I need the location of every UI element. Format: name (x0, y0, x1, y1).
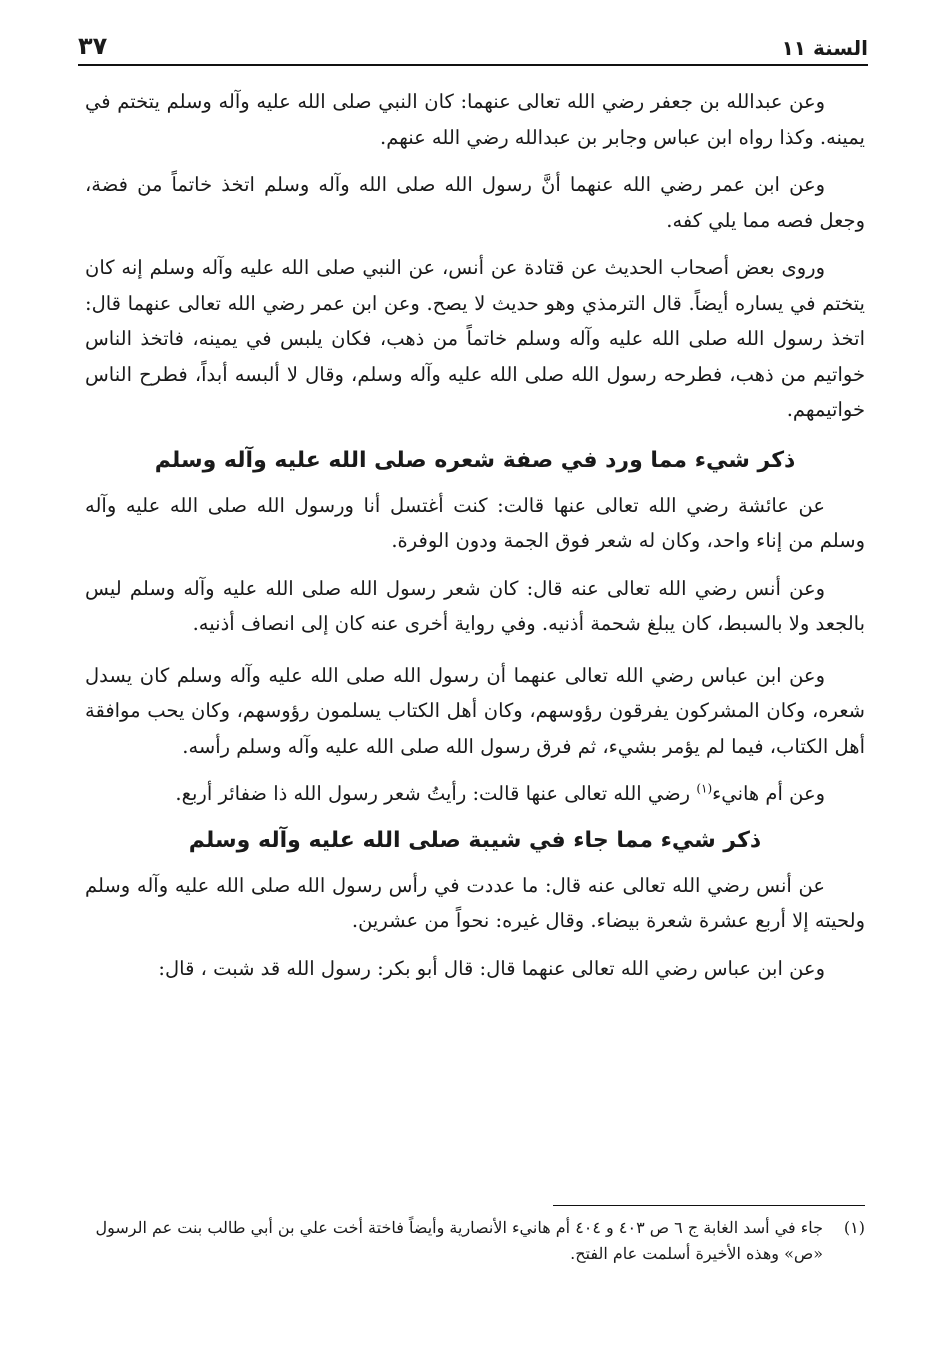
footnote-divider (553, 1205, 865, 1206)
section-heading-hair: ذكر شيء مما ورد في صفة شعره صلى الله عليه وآله وسلم (154, 447, 796, 473)
paragraph-umm-hani (85, 776, 865, 812)
page-number: ٣٧ (78, 32, 108, 60)
paragraph-anas-grey-hair: عن أنس رضي الله تعالى عنه قال: ما عددت في رأس رسول الله صلى الله عليه وآله وسلم ولحيته إلا أربع عشرة شعرة بيضاء. وقال غيره: نحواً من عشرين. (85, 873, 865, 932)
footnote (85, 1215, 865, 1267)
footnote-text: جاء في أسد الغابة ج ٦ ص ٤٠٣ و ٤٠٤ أم هانيء الأنصارية وأيضاً فاختة أخت علي بن أبي طالب بنت عم الرسول «ص» وهذه الأخيرة أسلمت عام الفتح. (95, 1218, 823, 1263)
paragraph-ibn-jafar: وعن عبدالله بن جعفر رضي الله تعالى عنهما: كان النبي صلى الله عليه وآله وسلم يتختم في يمينه. وكذا رواه ابن عباس وجابر بن عبدالله رضي الله عنهم. (85, 90, 865, 149)
paragraph-ibn-umar-silver-ring: وعن ابن عمر رضي الله عنهما أنَّ رسول الله صلى الله وآله وسلم اتخذ خاتماً من فضة، وجعل فصه مما يلي كفه. (85, 173, 865, 232)
page-body (85, 84, 865, 1002)
footnote-number: (١) (843, 1218, 865, 1237)
footnote-reference[interactable]: (١) (696, 781, 713, 796)
section-heading-grey-hair: ذكر شيء مما جاء في شيبة صلى الله عليه وآله وسلم (188, 827, 762, 853)
page-header (78, 30, 868, 66)
paragraph-abu-bakr: وعن ابن عباس رضي الله تعالى عنهما قال: قال أبو بكر: رسول الله قد شبت ، قال: (158, 956, 825, 980)
paragraph-ibn-abbas-hair: وعن ابن عباس رضي الله تعالى عنهما أن رسول الله صلى الله عليه وآله وسلم كان يسدل شعره، وكان المشركون يفرقون رؤوسهم، وكان أهل الكتاب يسلمون رؤوسهم، وكان يحب موافقة أهل الكتاب، فيما لم يؤمر بشيء، ثم فرق رسول الله صلى الله عليه وآله وسلم رأسه. (85, 663, 865, 758)
umm-hani-text-end: رضي الله تعالى عنها قالت: رأيتُ شعر رسول الله ذا ضفائر أربع. (175, 782, 697, 805)
umm-hani-text-start: وعن أم هانيء (712, 782, 825, 805)
paragraph-aisha: عن عائشة رضي الله تعالى عنها قالت: كنت أغتسل أنا ورسول الله صلى الله عليه وآله وسلم من إناء واحد، وكان له شعر فوق الجمة ودون الوفرة. (85, 493, 865, 552)
paragraph-anas-hair: وعن أنس رضي الله تعالى عنه قال: كان شعر رسول الله صلى الله عليه وآله وسلم ليس بالجعد ولا بالسبط، كان يبلغ شحمة أذنيه. وفي رواية أخرى عنه كان إلى انصاف أذنيه. (85, 576, 865, 635)
running-title: السنة ١١ (781, 36, 868, 60)
paragraph-left-hand-ring: وروى بعض أصحاب الحديث عن قتادة عن أنس، عن النبي صلى الله عليه وآله وسلم إنه كان يتختم في يساره أيضاً. قال الترمذي وهو حديث لا يصح. وعن ابن عمر رضي الله تعالى عنهما قال: اتخذ رسول الله صلى الله عليه وآله وسلم خاتماً من ذهب، فكان يلبس في يمينه، فاتخذ الناس خواتيم من ذهب، فطرحه رسول الله صلى الله عليه وآله وسلم، وقال لا ألبسه أبداً، فطرح الناس خواتيمهم. (85, 256, 865, 421)
